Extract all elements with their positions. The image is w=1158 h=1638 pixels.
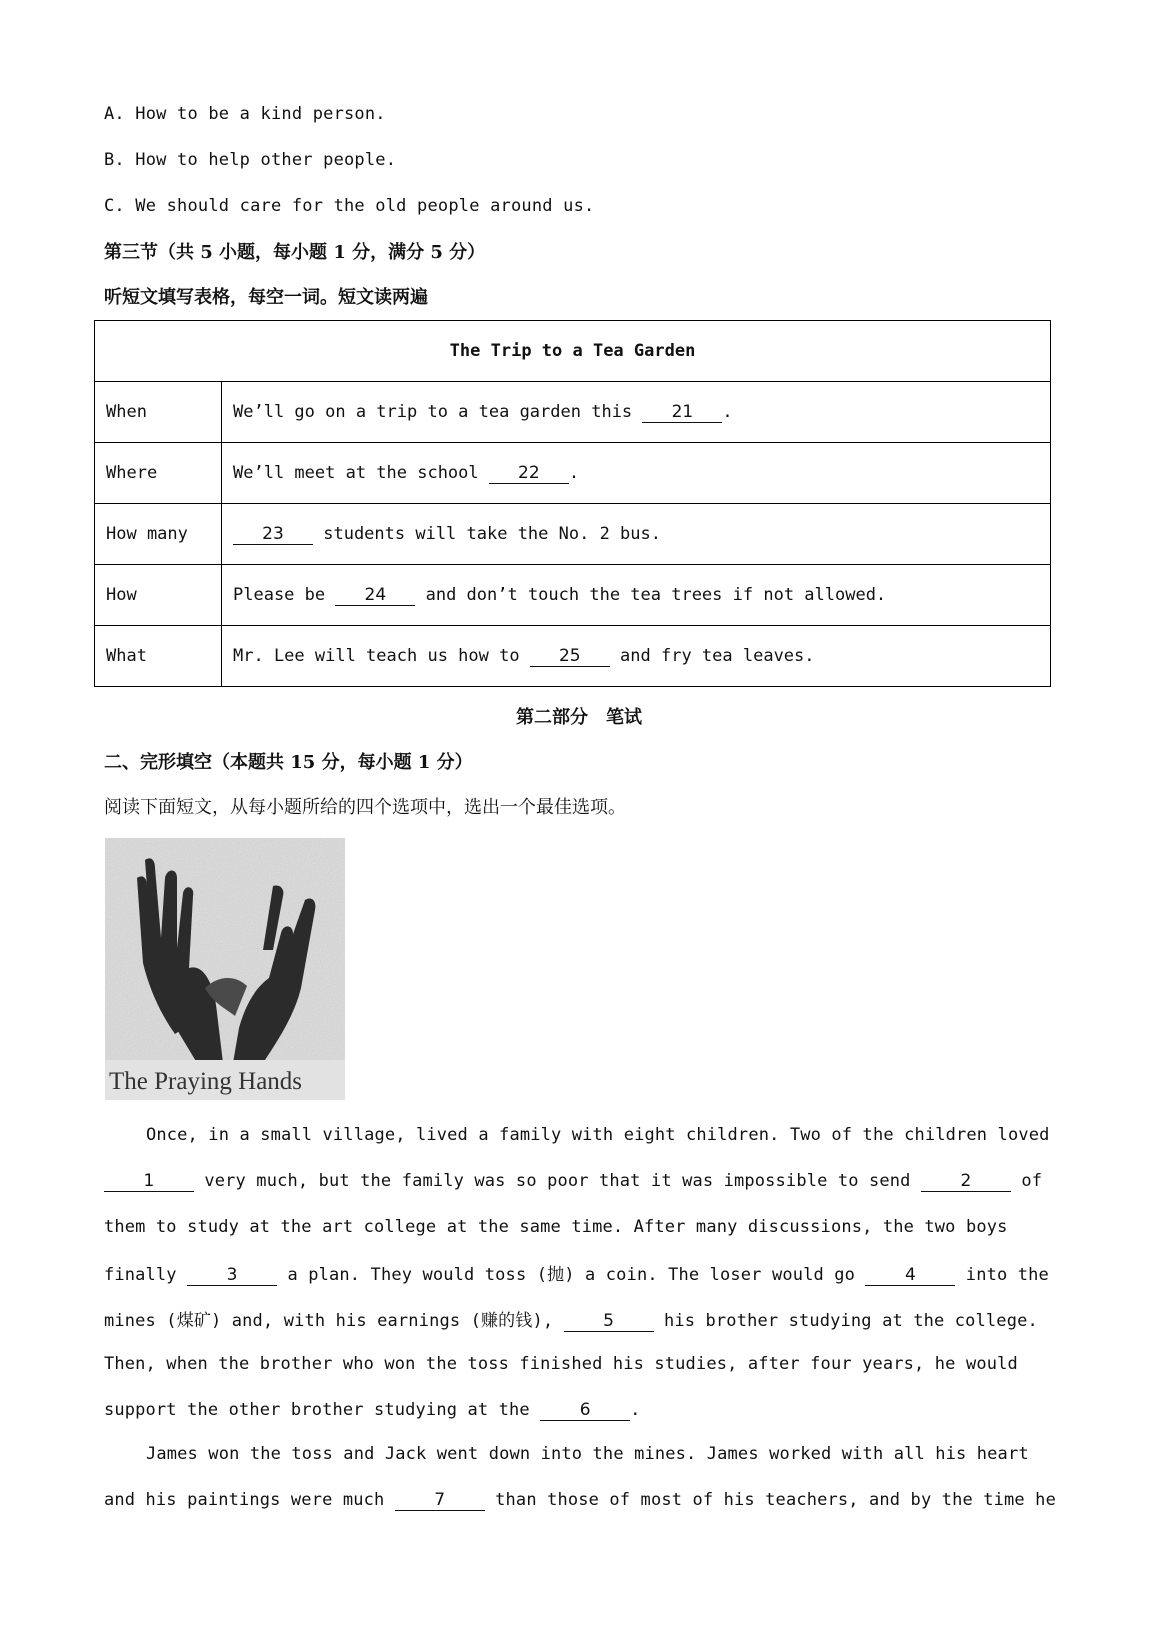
answer-blank[interactable]: 24 [335, 585, 415, 606]
row-label: What [95, 626, 222, 687]
table-title: The Trip to a Tea Garden [95, 321, 1051, 382]
cloze-blank[interactable]: 5 [564, 1311, 654, 1332]
section3-instruction: 听短文填写表格，每空一词。短文读两遍 [104, 287, 428, 308]
row-content: We’ll go on a trip to a tea garden this 21 . [222, 382, 1051, 443]
cloze-blank[interactable]: 6 [540, 1400, 630, 1421]
table-row [95, 565, 1051, 626]
cloze-instruction: 阅读下面短文，从每小题所给的四个选项中，选出一个最佳选项。 [104, 797, 626, 818]
row-content: Please be 24 and don’t touch the tea trees if not allowed. [222, 565, 1051, 626]
row-content: 23 students will take the No. 2 bus. [222, 504, 1051, 565]
table-row [95, 382, 1051, 443]
option-a: A. How to be a kind person. [104, 104, 386, 124]
answer-blank[interactable]: 22 [489, 463, 569, 484]
table-row [95, 626, 1051, 687]
praying-hands-icon [105, 838, 345, 1100]
row-content: Mr. Lee will teach us how to 25 and fry tea leaves. [222, 626, 1051, 687]
passage-line: finally 3 a plan. They would toss (抛) a coin. The loser would go 4 into the [104, 1265, 1049, 1285]
answer-blank[interactable]: 23 [233, 524, 313, 545]
passage-line: James won the toss and Jack went down into the mines. James worked with all his heart [146, 1444, 1029, 1464]
cloze-blank[interactable]: 7 [395, 1490, 485, 1511]
cloze-blank[interactable]: 4 [865, 1265, 955, 1286]
trip-table [94, 320, 1051, 687]
cloze-blank[interactable]: 2 [921, 1171, 1011, 1192]
passage-line: them to study at the art college at the same time. After many discussions, the two boys [104, 1217, 1008, 1237]
cloze-section-title: 二、完形填空（本题共 15 分，每小题 1 分） [104, 752, 473, 773]
cloze-blank[interactable]: 1 [104, 1171, 194, 1192]
passage-line: and his paintings were much 7 than those of most of his teachers, and by the time he [104, 1490, 1056, 1510]
table-title-row [95, 321, 1051, 382]
passage-line: mines (煤矿) and, with his earnings (赚的钱), 5 his brother studying at the college. [104, 1311, 1038, 1331]
cloze-blank[interactable]: 3 [187, 1265, 277, 1286]
option-b: B. How to help other people. [104, 150, 397, 170]
row-label: How [95, 565, 222, 626]
row-label: When [95, 382, 222, 443]
passage-line: Once, in a small village, lived a family with eight children. Two of the children loved [146, 1125, 1050, 1145]
passage-line: support the other brother studying at the 6 . [104, 1400, 641, 1420]
answer-blank[interactable]: 25 [530, 646, 610, 667]
row-label: Where [95, 443, 222, 504]
row-label: How many [95, 504, 222, 565]
passage-line: 1 very much, but the family was so poor that it was impossible to send 2 of [104, 1171, 1042, 1192]
passage-line: Then, when the brother who won the toss finished his studies, after four years, he would [104, 1354, 1018, 1374]
table-row [95, 443, 1051, 504]
row-content: We’ll meet at the school 22 . [222, 443, 1051, 504]
option-c: C. We should care for the old people around us. [104, 196, 595, 216]
table-row [95, 504, 1051, 565]
answer-blank[interactable]: 21 [642, 402, 722, 423]
praying-hands-image [105, 838, 345, 1100]
section3-title: 第三节（共 5 小题，每小题 1 分，满分 5 分） [104, 242, 486, 263]
part2-title: 第二部分 笔试 [516, 707, 642, 728]
image-caption: The Praying Hands [109, 1068, 303, 1095]
